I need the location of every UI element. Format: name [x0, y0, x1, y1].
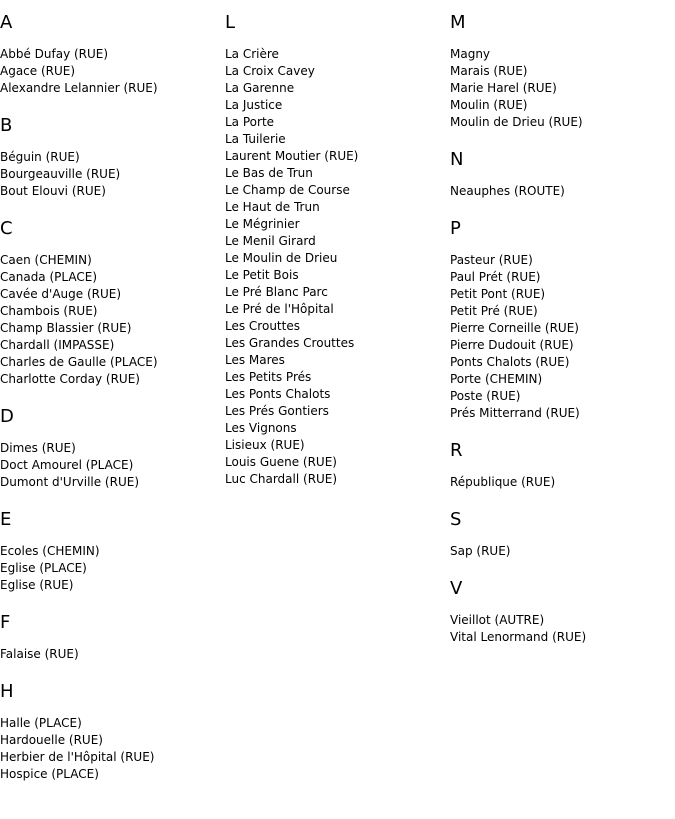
- list-item: [0, 269, 220, 286]
- street-link[interactable]: Porte (CHEMIN): [450, 372, 543, 386]
- list-item: [225, 335, 445, 352]
- street-link[interactable]: Laurent Moutier (RUE): [225, 149, 359, 163]
- list-item: [225, 148, 445, 165]
- street-list: [450, 612, 670, 646]
- street-list: [0, 46, 220, 97]
- letter-group: [0, 511, 220, 594]
- street-link[interactable]: Les Mares: [225, 353, 285, 367]
- street-link[interactable]: Moulin (RUE): [450, 98, 528, 112]
- list-item: [0, 457, 220, 474]
- street-link[interactable]: Agace (RUE): [0, 64, 76, 78]
- street-link[interactable]: Les Ponts Chalots: [225, 387, 331, 401]
- street-link[interactable]: Chardall (IMPASSE): [0, 338, 115, 352]
- street-link[interactable]: Ecoles (CHEMIN): [0, 544, 100, 558]
- list-item: [0, 577, 220, 594]
- street-link[interactable]: Dumont d'Urville (RUE): [0, 475, 140, 489]
- list-item: [450, 337, 670, 354]
- list-item: [0, 560, 220, 577]
- street-link[interactable]: Les Prés Gontiers: [225, 404, 329, 418]
- list-item: [225, 63, 445, 80]
- letter-group: [450, 151, 670, 200]
- street-link[interactable]: La Justice: [225, 98, 283, 112]
- list-item: [0, 303, 220, 320]
- list-item: [450, 80, 670, 97]
- street-link[interactable]: Vieillot (AUTRE): [450, 613, 545, 627]
- list-item: [0, 149, 220, 166]
- list-item: [450, 629, 670, 646]
- street-list: [0, 646, 220, 663]
- list-item: [0, 732, 220, 749]
- list-item: [450, 114, 670, 131]
- street-link[interactable]: Pasteur (RUE): [450, 253, 533, 267]
- street-link[interactable]: Cavée d'Auge (RUE): [0, 287, 122, 301]
- street-link[interactable]: Les Crouttes: [225, 319, 300, 333]
- section-letter-heading: F: [0, 612, 11, 633]
- list-item: [225, 437, 445, 454]
- street-link[interactable]: Poste (RUE): [450, 389, 521, 403]
- list-item: [225, 403, 445, 420]
- list-item: [225, 471, 445, 488]
- street-link[interactable]: Marais (RUE): [450, 64, 528, 78]
- list-item: [450, 46, 670, 63]
- street-link[interactable]: Eglise (PLACE): [0, 561, 87, 575]
- column-2: [225, 0, 445, 508]
- list-item: [225, 114, 445, 131]
- letter-group: [450, 580, 670, 646]
- street-link[interactable]: Les Vignons: [225, 421, 297, 435]
- street-list: [0, 252, 220, 388]
- street-link[interactable]: La Garenne: [225, 81, 295, 95]
- list-item: [450, 320, 670, 337]
- street-link[interactable]: Hospice (PLACE): [0, 767, 99, 781]
- section-letter-heading: V: [450, 578, 463, 599]
- street-list: [450, 183, 670, 200]
- street-list: [450, 46, 670, 131]
- street-link[interactable]: Le Petit Bois: [225, 268, 299, 282]
- list-item: [450, 269, 670, 286]
- list-item: [225, 97, 445, 114]
- letter-group: [225, 14, 445, 488]
- letter-group: [0, 220, 220, 388]
- list-item: [0, 63, 220, 80]
- street-list: [450, 543, 670, 560]
- street-link[interactable]: Ponts Chalots (RUE): [450, 355, 570, 369]
- list-item: [0, 286, 220, 303]
- street-list: [225, 46, 445, 488]
- list-item: [225, 165, 445, 182]
- street-link[interactable]: Herbier de l'Hôpital (RUE): [0, 750, 155, 764]
- section-letter-heading: H: [0, 681, 14, 702]
- street-link[interactable]: Le Champ de Course: [225, 183, 350, 197]
- letter-group: [450, 511, 670, 560]
- letter-group: [450, 220, 670, 422]
- letter-group: [0, 614, 220, 663]
- section-letter-heading: R: [450, 440, 463, 461]
- street-list: [0, 149, 220, 200]
- street-link[interactable]: Prés Mitterrand (RUE): [450, 406, 580, 420]
- street-list: [0, 440, 220, 491]
- list-item: [225, 284, 445, 301]
- street-link[interactable]: Eglise (RUE): [0, 578, 74, 592]
- list-item: [450, 371, 670, 388]
- column-3: [450, 0, 670, 666]
- section-letter-heading: B: [0, 115, 13, 136]
- section-letter-heading: D: [0, 406, 14, 427]
- list-item: [0, 715, 220, 732]
- list-item: [225, 199, 445, 216]
- list-item: [450, 388, 670, 405]
- section-letter-heading: E: [0, 509, 12, 530]
- street-link[interactable]: Neauphes (ROUTE): [450, 184, 565, 198]
- list-item: [450, 252, 670, 269]
- street-link[interactable]: Falaise (RUE): [0, 647, 79, 661]
- list-item: [0, 183, 220, 200]
- street-link[interactable]: Les Grandes Crouttes: [225, 336, 355, 350]
- street-list: [0, 543, 220, 594]
- list-item: [0, 474, 220, 491]
- list-item: [450, 303, 670, 320]
- street-link[interactable]: Le Pré Blanc Parc: [225, 285, 328, 299]
- list-item: [225, 420, 445, 437]
- street-link[interactable]: Doct Amourel (PLACE): [0, 458, 134, 472]
- street-link[interactable]: Magny: [450, 47, 491, 61]
- list-item: [225, 233, 445, 250]
- list-item: [0, 646, 220, 663]
- street-link[interactable]: République (RUE): [450, 475, 556, 489]
- street-link[interactable]: Le Menil Girard: [225, 234, 316, 248]
- street-link[interactable]: Sap (RUE): [450, 544, 511, 558]
- list-item: [225, 386, 445, 403]
- list-item: [0, 543, 220, 560]
- street-link[interactable]: Lisieux (RUE): [225, 438, 305, 452]
- street-link[interactable]: Chambois (RUE): [0, 304, 98, 318]
- list-item: [225, 267, 445, 284]
- street-link[interactable]: La Croix Cavey: [225, 64, 315, 78]
- section-letter-heading: S: [450, 509, 462, 530]
- street-link[interactable]: Marie Harel (RUE): [450, 81, 557, 95]
- street-link[interactable]: Luc Chardall (RUE): [225, 472, 338, 486]
- section-letter-heading: N: [450, 149, 464, 170]
- street-link[interactable]: Pierre Corneille (RUE): [450, 321, 579, 335]
- street-link[interactable]: Les Petits Prés: [225, 370, 312, 384]
- street-list: [0, 715, 220, 783]
- list-item: [225, 131, 445, 148]
- street-link[interactable]: Le Pré de l'Hôpital: [225, 302, 334, 316]
- list-item: [0, 252, 220, 269]
- street-link[interactable]: La Porte: [225, 115, 275, 129]
- list-item: [225, 182, 445, 199]
- letter-group: [450, 14, 670, 131]
- list-item: [225, 46, 445, 63]
- street-link[interactable]: Moulin de Drieu (RUE): [450, 115, 583, 129]
- street-link[interactable]: Caen (CHEMIN): [0, 253, 92, 267]
- street-link[interactable]: Champ Blassier (RUE): [0, 321, 132, 335]
- section-letter-heading: C: [0, 218, 13, 239]
- section-letter-heading: A: [0, 12, 13, 33]
- street-link[interactable]: Alexandre Lelannier (RUE): [0, 81, 158, 95]
- list-item: [0, 440, 220, 457]
- list-item: [0, 354, 220, 371]
- list-item: [0, 337, 220, 354]
- list-item: [225, 301, 445, 318]
- street-link[interactable]: Dimes (RUE): [0, 441, 76, 455]
- list-item: [0, 166, 220, 183]
- letter-group: [450, 442, 670, 491]
- street-link[interactable]: Petit Pont (RUE): [450, 287, 546, 301]
- street-link[interactable]: Bourgeauville (RUE): [0, 167, 121, 181]
- street-link[interactable]: Abbé Dufay (RUE): [0, 47, 109, 61]
- list-item: [0, 80, 220, 97]
- section-letter-heading: P: [450, 218, 461, 239]
- list-item: [225, 250, 445, 267]
- street-link[interactable]: Le Moulin de Drieu: [225, 251, 338, 265]
- list-item: [225, 318, 445, 335]
- list-item: [450, 543, 670, 560]
- letter-group: [0, 408, 220, 491]
- street-link[interactable]: Hardouelle (RUE): [0, 733, 103, 747]
- list-item: [450, 354, 670, 371]
- list-item: [225, 454, 445, 471]
- street-link[interactable]: La Tuilerie: [225, 132, 286, 146]
- street-link[interactable]: Paul Prét (RUE): [450, 270, 541, 284]
- list-item: [0, 46, 220, 63]
- list-item: [0, 371, 220, 388]
- list-item: [0, 766, 220, 783]
- street-link[interactable]: Charlotte Corday (RUE): [0, 372, 140, 386]
- street-link[interactable]: Petit Pré (RUE): [450, 304, 538, 318]
- street-link[interactable]: Le Mégrinier: [225, 217, 300, 231]
- list-item: [450, 286, 670, 303]
- street-link[interactable]: Bout Elouvi (RUE): [0, 184, 106, 198]
- list-item: [450, 183, 670, 200]
- list-item: [225, 369, 445, 386]
- street-link[interactable]: Pierre Dudouit (RUE): [450, 338, 574, 352]
- street-link[interactable]: La Crière: [225, 47, 279, 61]
- letter-group: [0, 683, 220, 783]
- street-link[interactable]: Charles de Gaulle (PLACE): [0, 355, 158, 369]
- list-item: [450, 63, 670, 80]
- list-item: [450, 405, 670, 422]
- street-link[interactable]: Vital Lenormand (RUE): [450, 630, 587, 644]
- list-item: [450, 612, 670, 629]
- street-list: [450, 474, 670, 491]
- street-link[interactable]: Canada (PLACE): [0, 270, 97, 284]
- street-link[interactable]: Halle (PLACE): [0, 716, 82, 730]
- list-item: [225, 352, 445, 369]
- letter-group: [0, 14, 220, 97]
- list-item: [0, 749, 220, 766]
- list-item: [450, 97, 670, 114]
- section-letter-heading: M: [450, 12, 466, 33]
- letter-group: [0, 117, 220, 200]
- list-item: [450, 474, 670, 491]
- street-link[interactable]: Le Bas de Trun: [225, 166, 313, 180]
- section-letter-heading: L: [225, 12, 236, 33]
- street-link[interactable]: Béguin (RUE): [0, 150, 80, 164]
- street-list: [450, 252, 670, 422]
- list-item: [0, 320, 220, 337]
- street-link[interactable]: Le Haut de Trun: [225, 200, 320, 214]
- street-link[interactable]: Louis Guene (RUE): [225, 455, 337, 469]
- list-item: [225, 216, 445, 233]
- list-item: [225, 80, 445, 97]
- column-1: [0, 0, 220, 803]
